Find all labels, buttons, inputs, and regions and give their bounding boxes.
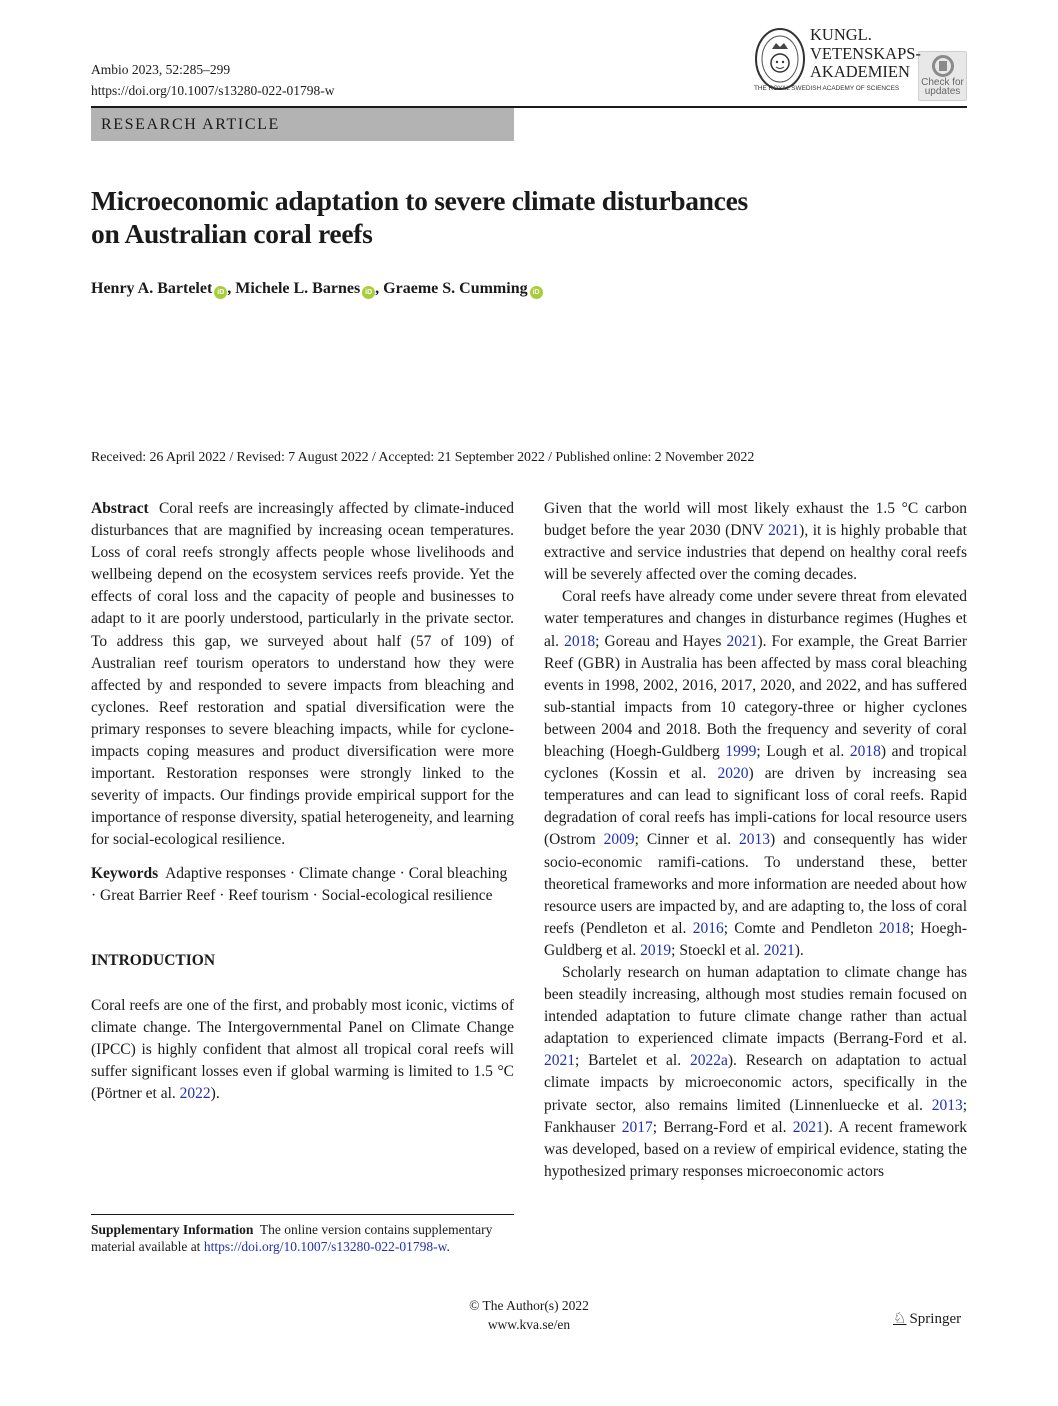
intro-paragraph-1-continued (544, 498, 967, 586)
author-name: Henry A. Bartelet (91, 280, 213, 297)
paragraph-text: Coral reefs have already come under severe threat from elevated water temperatures and changes in disturbance regimes (Hughes et al. (544, 588, 967, 650)
citation-link[interactable]: 2016 (692, 919, 724, 937)
orcid-icon[interactable]: iD (362, 286, 375, 299)
paragraph-text: Scholarly research on human adaptation to climate change has been steadily increasing, although most studies remain focused on intended adaptation to future climate change rather than actual adaptation to experienced climate impacts (Berrang-Ford et al. (544, 963, 967, 1048)
springer-horse-icon: ♘ (893, 1311, 907, 1327)
paragraph-text: ; Comte and Pendleton (723, 919, 879, 937)
paragraph-text: ) and consequently has wider socio-economic ramifi-cations. To understand these, better theoretical frameworks and more information are needed about how resource users are impacted by, and are adapting to, the loss of coral reefs (Pendleton et al. (544, 831, 967, 937)
check-for-updates-button[interactable] (918, 51, 967, 101)
logo-line-1: KUNGL. (810, 25, 872, 44)
author-separator: , (375, 280, 384, 297)
keywords-label: Keywords (91, 864, 159, 882)
paragraph-text: ; Cinner et al. (634, 831, 740, 849)
springer-logo (893, 1309, 961, 1328)
citation-link[interactable]: 1999 (725, 743, 757, 761)
paragraph-text: ; Bartelet et al. (575, 1052, 690, 1070)
academy-logo-text (810, 26, 921, 82)
keywords-text: Adaptive responses · Climate change · Coral bleaching · Great Barrier Reef · Reef tourism · Social-ecological resilience (91, 864, 508, 904)
intro-paragraph-2 (544, 586, 967, 962)
logo-line-2: VETENSKAPS- (810, 43, 921, 63)
author-list (91, 280, 543, 299)
website-link[interactable]: www.kva.se/en (487, 1317, 571, 1332)
author-name: Michele L. Barnes (235, 280, 361, 297)
citation-link[interactable]: 2013 (739, 831, 771, 849)
paragraph-text: ; Lough et al. (756, 743, 850, 761)
citation-link[interactable]: 2020 (717, 765, 749, 783)
paragraph-text: Given that the world will most likely exhaust the 1.5 °C carbon budget before the year 2030 (DNV (544, 500, 967, 540)
abstract-label: Abstract (91, 500, 149, 517)
citation-link[interactable]: 2021 (544, 1052, 575, 1070)
section-heading-introduction: INTRODUCTION (91, 951, 216, 969)
citation-link[interactable]: 2013 (931, 1096, 963, 1114)
logo-line-3: AKADEMIEN (810, 62, 910, 81)
paragraph-text: ). For example, the Great Barrier Reef (GBR) in Australia has been affected by mass coral bleaching events in 1998, 2002, 2016, 2017, 2020, and 2022, and has suffered sub-stantial impacts from 10 category-three or higher cyclones between 2004 and 2018. Both the frequency and severity of coral bleaching (Hoegh-Guldberg (544, 632, 967, 761)
publisher-name: Springer (909, 1311, 962, 1327)
title-line-2: on Australian coral reefs (91, 218, 373, 249)
paragraph-text: ). (210, 1085, 220, 1103)
supplementary-footnote (91, 1222, 514, 1255)
abstract (91, 498, 514, 852)
citation-link[interactable]: 2022a (689, 1052, 728, 1070)
supplementary-link[interactable]: https://doi.org/10.1007/s13280-022-01798-w (203, 1238, 447, 1254)
paragraph-text: ; Berrang-Ford et al. (652, 1118, 793, 1136)
citation-link[interactable]: 2009 (603, 831, 635, 849)
publication-dates: Received: 26 April 2022 / Revised: 7 August 2022 / Accepted: 21 September 2022 / Published online: 2 November 2022 (91, 450, 755, 465)
check-updates-line-2: updates (924, 86, 961, 97)
abstract-text: Coral reefs are increasingly affected by climate-induced disturbances that are magnified by increasing ocean temperatures. Loss of coral reefs strongly affects people whose livelihoods and wellbeing depend on the ecosystem services reefs provide. Yet the effects of coral loss and the capacity of people and businesses to adapt to it are poorly understood, particularly in the private sector. To address this gap, we surveyed about half (57 of 109) of Australian reef tourism operators to understand how they were affected by and responded to severe impacts from bleaching and cyclones. Reef restoration and spatial diversification were the primary responses to severe bleaching impacts, while for cyclone-impacts coping measures and product diversification were more important. Restoration responses were strongly linked to the severity of impacts. Our findings provide empirical support for the importance of response diversity, spatial heterogeneity, and learning for social-ecological resilience. (91, 500, 514, 849)
left-column (91, 498, 514, 1105)
paragraph-text: ). (794, 941, 804, 959)
check-updates-icon (932, 55, 954, 77)
paragraph-text: ; Hoegh-Guldberg et al. (544, 919, 967, 959)
paragraph-text: ), it is highly probable that extractive and service industries that depend on healthy coral reefs will be severely affected over the coming decades. (544, 522, 967, 584)
article-title (91, 184, 851, 250)
citation-link[interactable]: 2021 (768, 522, 800, 540)
academy-subtitle: THE ROYAL SWEDISH ACADEMY OF SCIENCES (754, 85, 900, 92)
citation-link[interactable]: 2018 (849, 743, 881, 761)
paragraph-text: ; Fankhauser (544, 1096, 967, 1136)
author-separator: , (227, 280, 236, 297)
paragraph-text: ). Research on adaptation to actual climate impacts by microeconomic actors, specifically in the private sector, also remains limited (Linnenluecke et al. (544, 1052, 967, 1114)
paragraph-text: ; Goreau and Hayes (595, 632, 727, 650)
citation-link[interactable]: 2018 (878, 919, 910, 937)
paragraph-text: ; Stoeckl et al. (671, 941, 764, 959)
orcid-icon[interactable]: iD (530, 286, 543, 299)
citation-link[interactable]: 2021 (792, 1118, 824, 1136)
citation-link[interactable]: 2018 (564, 632, 596, 650)
footnote-rule (91, 1214, 514, 1215)
journal-volume: Ambio 2023, 52:285–299 (91, 62, 231, 77)
paragraph-text: Coral reefs are one of the first, and probably most iconic, victims of climate change. The Intergovernmental Panel on Climate Change (IPCC) is highly confident that almost all tropical coral reefs will suffer significant losses even if global warming is limited to 1.5 °C (Pörtner et al. (91, 996, 514, 1103)
check-updates-line-1: Check for (921, 77, 964, 88)
right-column (544, 498, 967, 1183)
paragraph-text: ) and tropical cyclones (Kossin et al. (544, 743, 967, 783)
orcid-icon[interactable]: iD (214, 286, 227, 299)
copyright-text: © The Author(s) 2022 (469, 1298, 589, 1313)
citation-link[interactable]: 2019 (640, 941, 672, 959)
intro-paragraph-3 (544, 962, 967, 1183)
citation-link[interactable]: 2017 (621, 1118, 653, 1136)
citation-link[interactable]: 2021 (726, 632, 758, 650)
paragraph-text: ) are driven by increasing sea temperatures and can lead to significant loss of coral reefs. Rapid degradation of coral reefs has impli-cations for local resource users (Ostrom (544, 765, 968, 849)
intro-paragraph-1 (91, 995, 514, 1105)
title-line-1: Microeconomic adaptation to severe climate disturbances (91, 185, 748, 216)
citation-link[interactable]: 2021 (763, 941, 795, 959)
footnote-label: Supplementary Information (91, 1222, 254, 1237)
footnote-text: The online version contains supplementary material available at (91, 1222, 493, 1254)
article-type-badge: RESEARCH ARTICLE (91, 108, 514, 141)
academy-seal-icon (754, 27, 806, 91)
journal-doi[interactable]: https://doi.org/10.1007/s13280-022-01798-w (91, 83, 335, 98)
author-name: Graeme S. Cumming (383, 280, 528, 297)
journal-citation (91, 59, 335, 101)
keywords (91, 863, 514, 907)
paragraph-text: ). A recent framework was developed, based on a review of empirical evidence, stating the hypothesized primary responses microeconomic actors (544, 1118, 967, 1180)
footnote-end: . (446, 1238, 450, 1254)
citation-link[interactable]: 2022 (179, 1085, 211, 1103)
